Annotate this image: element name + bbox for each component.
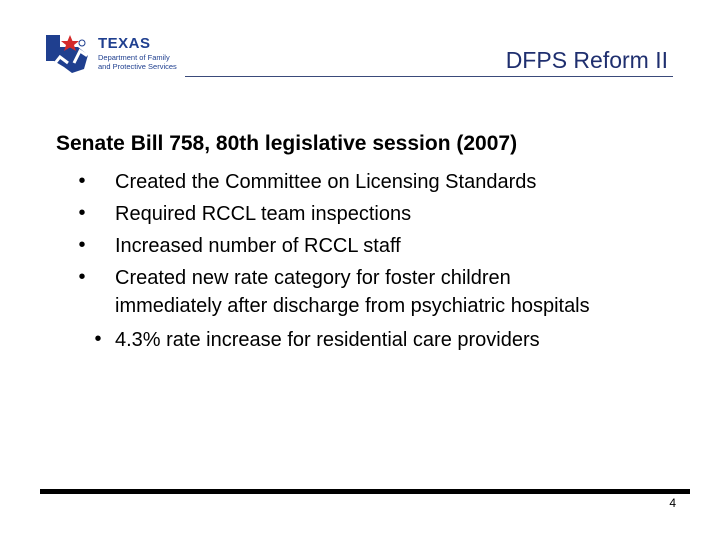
- bullet-item: Created the Committee on Licensing Standards: [115, 171, 537, 193]
- slide-heading: Senate Bill 758, 80th legislative session (2007): [56, 132, 518, 155]
- title-divider: [185, 76, 673, 77]
- bullet-marker: •: [94, 328, 102, 350]
- footer-divider: [40, 489, 690, 494]
- bullet-marker: •: [78, 266, 86, 288]
- bullet-item: 4.3% rate increase for residential care providers: [115, 329, 540, 351]
- bullet-item: Increased number of RCCL staff: [115, 235, 401, 257]
- logo-department-line1: Department of Family: [98, 53, 170, 62]
- texas-star-figure-icon: [44, 33, 98, 75]
- slide-title: DFPS Reform II: [505, 47, 668, 73]
- bullet-item: Created new rate category for foster children: [115, 267, 511, 289]
- bullet-item: Required RCCL team inspections: [115, 203, 412, 225]
- bullet-marker: •: [78, 170, 86, 192]
- logo-department-line2: and Protective Services: [98, 62, 177, 71]
- bullet-marker: •: [78, 234, 86, 256]
- logo-wordmark: TEXAS: [98, 35, 151, 52]
- dfps-logo: [44, 33, 184, 75]
- bullet-marker: •: [78, 202, 86, 224]
- bullet-item-continuation: immediately after discharge from psychiatric hospitals: [115, 295, 590, 317]
- page-number: 4: [669, 496, 676, 510]
